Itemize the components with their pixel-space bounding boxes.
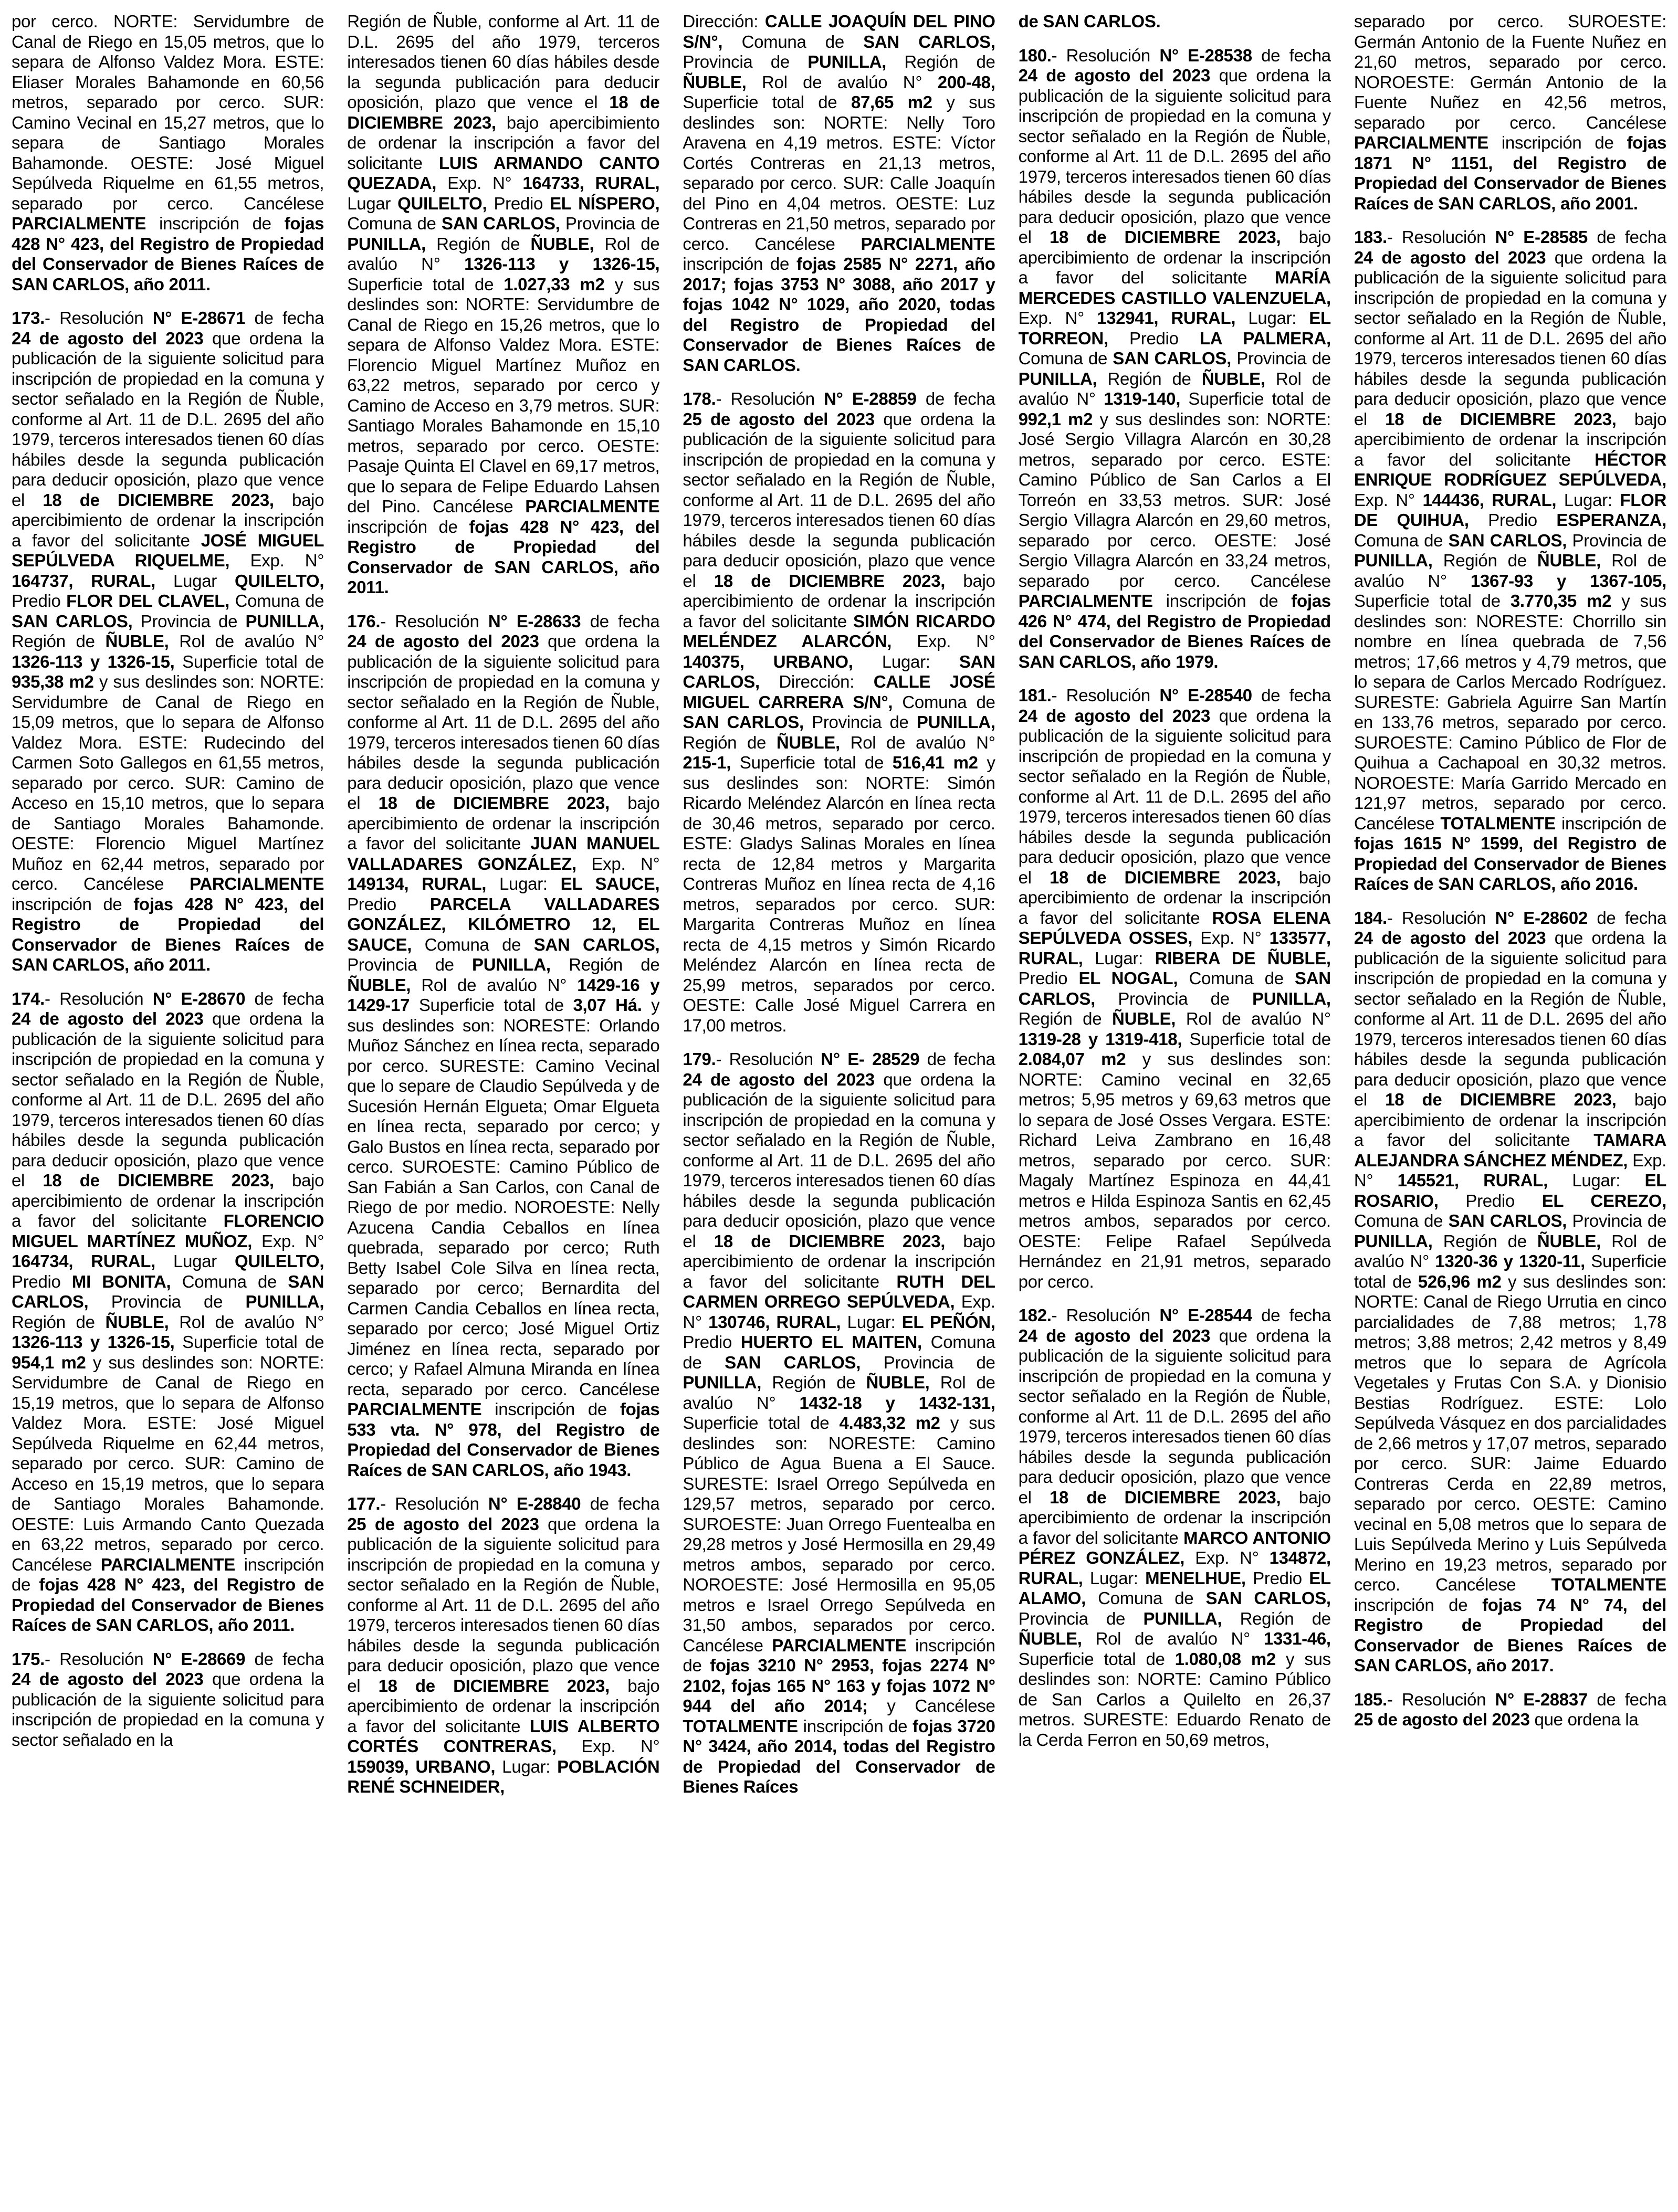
notice-entry: 174.- Resolución N° E-28670 de fecha 24 de agosto del 2023 que ordena la publicación de la siguiente solicitud para inscripción de propiedad en la comuna y sector señalado en la Región de Ñuble, conforme al Art. 11 de D.L. 2695 del año 1979, terceros interesados tienen 60 días hábiles desde la segunda publicación para deducir oposición, plazo que vence el 18 de DICIEMBRE 2023, bajo apercibimiento de ordenar la inscripción a favor del solicitante FLORENCIO MIGUEL MARTÍNEZ MUÑOZ, Exp. N° 164734, RURAL, Lugar QUILELTO, Predio MI BONITA, Comuna de SAN CARLOS, Provincia de PUNILLA, Región de ÑUBLE, Rol de avalúo N° 1326-113 y 1326-15, Superficie total de 954,1 m2 y sus deslindes son: NORTE: Servidumbre de Canal de Riego en 15,19 metros, que lo separa de Alfonso Valdez Mora. ESTE: José Miguel Sepúlveda Riquelme en 62,44 metros, separado por cerco. SUR: Camino de Acceso en 15,19 metros, que lo separa de Santiago Morales Bahamonde. OESTE: Luis Armando Canto Quezada en 63,22 metros, separado por cerco. Cancélese PARCIALMENTE inscripción de fojas 428 N° 423, del Registro de Propiedad del Conservador de Bienes Raíces de SAN CARLOS, año 2011.	[12, 988, 324, 1635]
notice-entry: 177.- Resolución N° E-28840 de fecha 25 de agosto del 2023 que ordena la publicación de la siguiente solicitud para inscripción de propiedad en la comuna y sector señalado en la Región de Ñuble, conforme al Art. 11 de D.L. 2695 del año 1979, terceros interesados tienen 60 días hábiles desde la segunda publicación para deducir oposición, plazo que vence el 18 de DICIEMBRE 2023, bajo apercibimiento de ordenar la inscripción a favor del solicitante LUIS ALBERTO CORTÉS CONTRERAS, Exp. N° 159039, URBANO, Lugar: POBLACIÓN RENÉ SCHNEIDER,	[347, 1494, 660, 1796]
notice-entry: 184.- Resolución N° E-28602 de fecha 24 de agosto del 2023 que ordena la publicación de la siguiente solicitud para inscripción de propiedad en la comuna y sector señalado en la Región de Ñuble, conforme al Art. 11 de D.L. 2695 del año 1979, terceros interesados tienen 60 días hábiles desde la segunda publicación para deducir oposición, plazo que vence el 18 de DICIEMBRE 2023, bajo apercibimiento de ordenar la inscripción a favor del solicitante TAMARA ALEJANDRA SÁNCHEZ MÉNDEZ, Exp. N° 145521, RURAL, Lugar: EL ROSARIO, Predio EL CEREZO, Comuna de SAN CARLOS, Provincia de PUNILLA, Región de ÑUBLE, Rol de avalúo N° 1320-36 y 1320-11, Superficie total de 526,96 m2 y sus deslindes son: NORTE: Canal de Riego Urrutia en cinco parcialidades de 7,88 metros; 1,78 metros; 3,88 metros; 2,42 metros y 8,49 metros que lo separa de Agrícola Vegetales y Frutas Con S.A. y Dionisio Bestias Rodríguez. ESTE: Lolo Sepúlveda Vásquez en dos parcialidades de 2,66 metros y 17,07 metros, separado por cerco. SUR: Jaime Eduardo Contreras Cerda en 22,89 metros, separado por cerco. OESTE: Camino vecinal en 5,08 metros que lo separa de Luis Sepúlveda Merino y Luis Sepúlveda Merino en 19,23 metros, separado por cerco. Cancélese TOTALMENTE inscripción de fojas 74 N° 74, del Registro de Propiedad del Conservador de Bienes Raíces de SAN CARLOS, año 2017.	[1354, 908, 1667, 1675]
notice-entry: Dirección: CALLE JOAQUÍN DEL PINO S/N°, Comuna de SAN CARLOS, Provincia de PUNILLA, Región de ÑUBLE, Rol de avalúo N° 200-48, Superficie total de 87,65 m2 y sus deslindes son: NORTE: Nelly Toro Aravena en 4,19 metros. ESTE: Víctor Cortés Contreras en 21,13 metros, separado por cerco. SUR: Calle Joaquín del Pino en 4,04 metros. OESTE: Luz Contreras en 21,50 metros, separado por cerco. Cancélese PARCIALMENTE inscripción de fojas 2585 N° 2271, año 2017; fojas 3753 N° 3088, año 2017 y fojas 1042 N° 1029, año 2020, todas del Registro de Propiedad del Conservador de Bienes Raíces de SAN CARLOS.	[683, 12, 995, 375]
notice-entry: Región de Ñuble, conforme al Art. 11 de D.L. 2695 del año 1979, terceros interesados tienen 60 días hábiles desde la segunda publicación para deducir oposición, plazo que vence el 18 de DICIEMBRE 2023, bajo apercibimiento de ordenar la inscripción a favor del solicitante LUIS ARMANDO CANTO QUEZADA, Exp. N° 164733, RURAL, Lugar QUILELTO, Predio EL NÍSPERO, Comuna de SAN CARLOS, Provincia de PUNILLA, Región de ÑUBLE, Rol de avalúo N° 1326-113 y 1326-15, Superficie total de 1.027,33 m2 y sus deslindes son: NORTE: Servidumbre de Canal de Riego en 15,26 metros, que lo separa de Alfonso Valdez Mora. ESTE: Florencio Miguel Martínez Muñoz en 63,22 metros, separado por cerco y Camino de Acceso en 3,79 metros. SUR: Santiago Morales Bahamonde en 15,10 metros, separado por cerco. OESTE: Pasaje Quinta El Clavel en 69,17 metros, que lo separa de Felipe Eduardo Lahsen del Pino. Cancélese PARCIALMENTE inscripción de fojas 428 N° 423, del Registro de Propiedad del Conservador de SAN CARLOS, año 2011.	[347, 12, 660, 597]
column-5	[1354, 12, 1666, 2212]
notice-entry: separado por cerco. SUROESTE: Germán Antonio de la Fuente Nuñez en 21,60 metros, separado por cerco. NOROESTE: Germán Antonio de la Fuente Nuñez en 42,56 metros, separado por cerco. Cancélese PARCIALMENTE inscripción de fojas 1871 N° 1151, del Registro de Propiedad del Conservador de Bienes Raíces de SAN CARLOS, año 2001.	[1354, 12, 1667, 213]
notice-entry: 185.- Resolución N° E-28837 de fecha 25 de agosto del 2023 que ordena la	[1354, 1689, 1667, 1729]
notice-entry: 178.- Resolución N° E-28859 de fecha 25 de agosto del 2023 que ordena la publicación de la siguiente solicitud para inscripción de propiedad en la comuna y sector señalado en la Región de Ñuble, conforme al Art. 11 de D.L. 2695 del año 1979, terceros interesados tienen 60 días hábiles desde la segunda publicación para deducir oposición, plazo que vence el 18 de DICIEMBRE 2023, bajo apercibimiento de ordenar la inscripción a favor del solicitante SIMÓN RICARDO MELÉNDEZ ALARCÓN, Exp. N° 140375, URBANO, Lugar: SAN CARLOS, Dirección: CALLE JOSÉ MIGUEL CARRERA S/N°, Comuna de SAN CARLOS, Provincia de PUNILLA, Región de ÑUBLE, Rol de avalúo N° 215-1, Superficie total de 516,41 m2 y sus deslindes son: NORTE: Simón Ricardo Meléndez Alarcón en línea recta de 30,46 metros, separado por cerco. ESTE: Gladys Salinas Morales en línea recta de 12,84 metros y Margarita Contreras Muñoz en línea recta de 4,16 metros, separados por cerco. SUR: Margarita Contreras Muñoz en línea recta de 4,15 metros y Simón Ricardo Meléndez Alarcón en línea recta de 25,99 metros, separados por cerco. OESTE: Calle José Miguel Carrera en 17,00 metros.	[683, 389, 995, 1035]
column-4	[1019, 12, 1331, 2212]
notice-entry: de SAN CARLOS.	[1018, 12, 1161, 31]
column-2	[347, 12, 659, 2212]
notice-entry: 180.- Resolución N° E-28538 de fecha 24 de agosto del 2023 que ordena la publicación de la siguiente solicitud para inscripción de propiedad en la comuna y sector señalado en la Región de Ñuble, conforme al Art. 11 de D.L. 2695 del año 1979, terceros interesados tienen 60 días hábiles desde la segunda publicación para deducir oposición, plazo que vence el 18 de DICIEMBRE 2023, bajo apercibimiento de ordenar la inscripción a favor del solicitante MARÍA MERCEDES CASTILLO VALENZUELA, Exp. N° 132941, RURAL, Lugar: EL TORREON, Predio LA PALMERA, Comuna de SAN CARLOS, Provincia de PUNILLA, Región de ÑUBLE, Rol de avalúo N° 1319-140, Superficie total de 992,1 m2 y sus deslindes son: NORTE: José Sergio Villagra Alarcón en 30,28 metros, separado por cerco. ESTE: Camino Público de San Carlos a El Torreón en 33,53 metros. SUR: José Sergio Villagra Alarcón en 29,60 metros, separado por cerco. OESTE: José Sergio Villagra Alarcón en 33,24 metros, separado por cerco. Cancélese PARCIALMENTE inscripción de fojas 426 N° 474, del Registro de Propiedad del Conservador de Bienes Raíces de SAN CARLOS, año 1979.	[1018, 45, 1331, 671]
notice-entry: 183.- Resolución N° E-28585 de fecha 24 de agosto del 2023 que ordena la publicación de la siguiente solicitud para inscripción de propiedad en la comuna y sector señalado en la Región de Ñuble, conforme al Art. 11 de D.L. 2695 del año 1979, terceros interesados tienen 60 días hábiles desde la segunda publicación para deducir oposición, plazo que vence el 18 de DICIEMBRE 2023, bajo apercibimiento de ordenar la inscripción a favor del solicitante HÉCTOR ENRIQUE RODRÍGUEZ SEPÚLVEDA, Exp. N° 144436, RURAL, Lugar: FLOR DE QUIHUA, Predio ESPERANZA, Comuna de SAN CARLOS, Provincia de PUNILLA, Región de ÑUBLE, Rol de avalúo N° 1367-93 y 1367-105, Superficie total de 3.770,35 m2 y sus deslindes son: NORESTE: Chorrillo sin nombre en línea quebrada de 7,56 metros; 17,66 metros y 4,79 metros, que lo separa de Carlos Mercado Rodríguez. SURESTE: Gabriela Aguirre San Martín en 133,76 metros, separado por cerco. SUROESTE: Camino Público de Flor de Quihua a Cachapoal en 30,32 metros. NOROESTE: María Garrido Mercado en 121,97 metros, separado por cerco. Cancélese TOTALMENTE inscripción de fojas 1615 N° 1599, del Registro de Propiedad del Conservador de Bienes Raíces de SAN CARLOS, año 2016.	[1354, 227, 1667, 893]
column-3	[683, 12, 995, 2212]
notice-entry: 176.- Resolución N° E-28633 de fecha 24 de agosto del 2023 que ordena la publicación de la siguiente solicitud para inscripción de propiedad en la comuna y sector señalado en la Región de Ñuble, conforme al Art. 11 de D.L. 2695 del año 1979, terceros interesados tienen 60 días hábiles desde la segunda publicación para deducir oposición, plazo que vence el 18 de DICIEMBRE 2023, bajo apercibimiento de ordenar la inscripción a favor del solicitante JUAN MANUEL VALLADARES GONZÁLEZ, Exp. N° 149134, RURAL, Lugar: EL SAUCE, Predio PARCELA VALLADARES GONZÁLEZ, KILÓMETRO 12, EL SAUCE, Comuna de SAN CARLOS, Provincia de PUNILLA, Región de ÑUBLE, Rol de avalúo N° 1429-16 y 1429-17 Superficie total de 3,07 Há. y sus deslindes son: NORESTE: Orlando Muñoz Sánchez en línea recta, separado por cerco. SURESTE: Camino Vecinal que lo separe de Claudio Sepúlveda y de Sucesión Hernán Elgueta; Omar Elgueta en línea recta, separado por cerco; y Galo Bustos en línea recta, separado por cerco. SUROESTE: Camino Público de San Fabián a San Carlos, con Canal de Riego de por medio. NOROESTE: Nelly Azucena Candia Ceballos en línea quebrada, separado por cerco; Ruth Betty Isabel Cole Silva en línea recta, separado por cerco; Bernardita del Carmen Candia Ceballos en línea recta, separado por cerco; José Miguel Ortiz Jiménez en línea recta, separado por cerco; y Rafael Almuna Miranda en línea recta, separado por cerco. Cancélese PARCIALMENTE inscripción de fojas 533 vta. N° 978, del Registro de Propiedad del Conservador de Bienes Raíces de SAN CARLOS, año 1943.	[347, 611, 660, 1480]
notice-entry: 175.- Resolución N° E-28669 de fecha 24 de agosto del 2023 que ordena la publicación de la siguiente solicitud para inscripción de propiedad en la comuna y sector señalado en la	[12, 1649, 324, 1750]
notice-entry: 173.- Resolución N° E-28671 de fecha 24 de agosto del 2023 que ordena la publicación de la siguiente solicitud para inscripción de propiedad en la comuna y sector señalado en la Región de Ñuble, conforme al Art. 11 de D.L. 2695 del año 1979, terceros interesados tienen 60 días hábiles desde la segunda publicación para deducir oposición, plazo que vence el 18 de DICIEMBRE 2023, bajo apercibimiento de ordenar la inscripción a favor del solicitante JOSÉ MIGUEL SEPÚLVEDA RIQUELME, Exp. N° 164737, RURAL, Lugar QUILELTO, Predio FLOR DEL CLAVEL, Comuna de SAN CARLOS, Provincia de PUNILLA, Región de ÑUBLE, Rol de avalúo N° 1326-113 y 1326-15, Superficie total de 935,38 m2 y sus deslindes son: NORTE: Servidumbre de Canal de Riego en 15,09 metros, que lo separa de Alfonso Valdez Mora. ESTE: Rudecindo del Carmen Soto Gallegos en 61,55 metros, separado por cerco. SUR: Camino de Acceso en 15,10 metros, que lo separa de Santiago Morales Bahamonde. OESTE: Florencio Miguel Martínez Muñoz en 62,44 metros, separado por cerco. Cancélese PARCIALMENTE inscripción de fojas 428 N° 423, del Registro de Propiedad del Conservador de Bienes Raíces de SAN CARLOS, año 2011.	[12, 308, 324, 974]
notice-entry: 182.- Resolución N° E-28544 de fecha 24 de agosto del 2023 que ordena la publicación de la siguiente solicitud para inscripción de propiedad en la comuna y sector señalado en la Región de Ñuble, conforme al Art. 11 de D.L. 2695 del año 1979, terceros interesados tienen 60 días hábiles desde la segunda publicación para deducir oposición, plazo que vence el 18 de DICIEMBRE 2023, bajo apercibimiento de ordenar la inscripción a favor del solicitante MARCO ANTONIO PÉREZ GONZÁLEZ, Exp. N° 134872, RURAL, Lugar: MENELHUE, Predio EL ALAMO, Comuna de SAN CARLOS, Provincia de PUNILLA, Región de ÑUBLE, Rol de avalúo N° 1331-46, Superficie total de 1.080,08 m2 y sus deslindes son: NORTE: Camino Público de San Carlos a Quilelto en 26,37 metros. SURESTE: Eduardo Renato de la Cerda Ferron en 50,69 metros,	[1018, 1305, 1331, 1750]
notice-entry: por cerco. NORTE: Servidumbre de Canal de Riego en 15,05 metros, que lo separa de Alfonso Valdez Mora. ESTE: Eliaser Morales Bahamonde en 60,56 metros, separado por cerco. SUR: Camino Vecinal en 15,27 metros, que lo separa de Santiago Morales Bahamonde. OESTE: José Miguel Sepúlveda Riquelme en 61,55 metros, separado por cerco. Cancélese PARCIALMENTE inscripción de fojas 428 N° 423, del Registro de Propiedad del Conservador de Bienes Raíces de SAN CARLOS, año 2011.	[12, 12, 324, 294]
notice-entry: 179.- Resolución N° E- 28529 de fecha 24 de agosto del 2023 que ordena la publicación de la siguiente solicitud para inscripción de propiedad en la comuna y sector señalado en la Región de Ñuble, conforme al Art. 11 de D.L. 2695 del año 1979, terceros interesados tienen 60 días hábiles desde la segunda publicación para deducir oposición, plazo que vence el 18 de DICIEMBRE 2023, bajo apercibimiento de ordenar la inscripción a favor del solicitante RUTH DEL CARMEN ORREGO SEPÚLVEDA, Exp. N° 130746, RURAL, Lugar: EL PEÑÓN, Predio HUERTO EL MAITEN, Comuna de SAN CARLOS, Provincia de PUNILLA, Región de ÑUBLE, Rol de avalúo N° 1432-18 y 1432-131, Superficie total de 4.483,32 m2 y sus deslindes son: NORESTE: Camino Público de Agua Buena a El Sauce. SURESTE: Israel Orrego Sepúlveda en 129,57 metros, separado por cerco. SUROESTE: Juan Orrego Fuentealba en 29,28 metros y José Hermosilla en 29,49 metros ambos, separado por cerco. NOROESTE: José Hermosilla en 95,05 metros e Israel Orrego Sepúlveda en 31,50 ambos, separados por cerco. Cancélese PARCIALMENTE inscripción de fojas 3210 N° 2953, fojas 2274 N° 2102, fojas 165 N° 163 y fojas 1072 N° 944 del año 2014; y Cancélese TOTALMENTE inscripción de fojas 3720 N° 3424, año 2014, todas del Registro de Propiedad del Conservador de Bienes Raíces	[683, 1049, 995, 1796]
column-1	[12, 12, 324, 2212]
notice-entry: 181.- Resolución N° E-28540 de fecha 24 de agosto del 2023 que ordena la publicación de la siguiente solicitud para inscripción de propiedad en la comuna y sector señalado en la Región de Ñuble, conforme al Art. 11 de D.L. 2695 del año 1979, terceros interesados tienen 60 días hábiles desde la segunda publicación para deducir oposición, plazo que vence el 18 de DICIEMBRE 2023, bajo apercibimiento de ordenar la inscripción a favor del solicitante ROSA ELENA SEPÚLVEDA OSSES, Exp. N° 133577, RURAL, Lugar: RIBERA DE ÑUBLE, Predio EL NOGAL, Comuna de SAN CARLOS, Provincia de PUNILLA, Región de ÑUBLE, Rol de avalúo N° 1319-28 y 1319-418, Superficie total de 2.084,07 m2 y sus deslindes son: NORTE: Camino vecinal en 32,65 metros; 5,95 metros y 69,63 metros que lo separa de José Osses Vergara. ESTE: Richard Leiva Zambrano en 16,48 metros, separado por cerco. SUR: Magaly Martínez Espinoza en 44,41 metros e Hilda Espinoza Santis en 62,45 metros ambos, separados por cerco. OESTE: Felipe Rafael Sepúlveda Hernández en 21,91 metros, separado por cerco.	[1018, 686, 1331, 1291]
